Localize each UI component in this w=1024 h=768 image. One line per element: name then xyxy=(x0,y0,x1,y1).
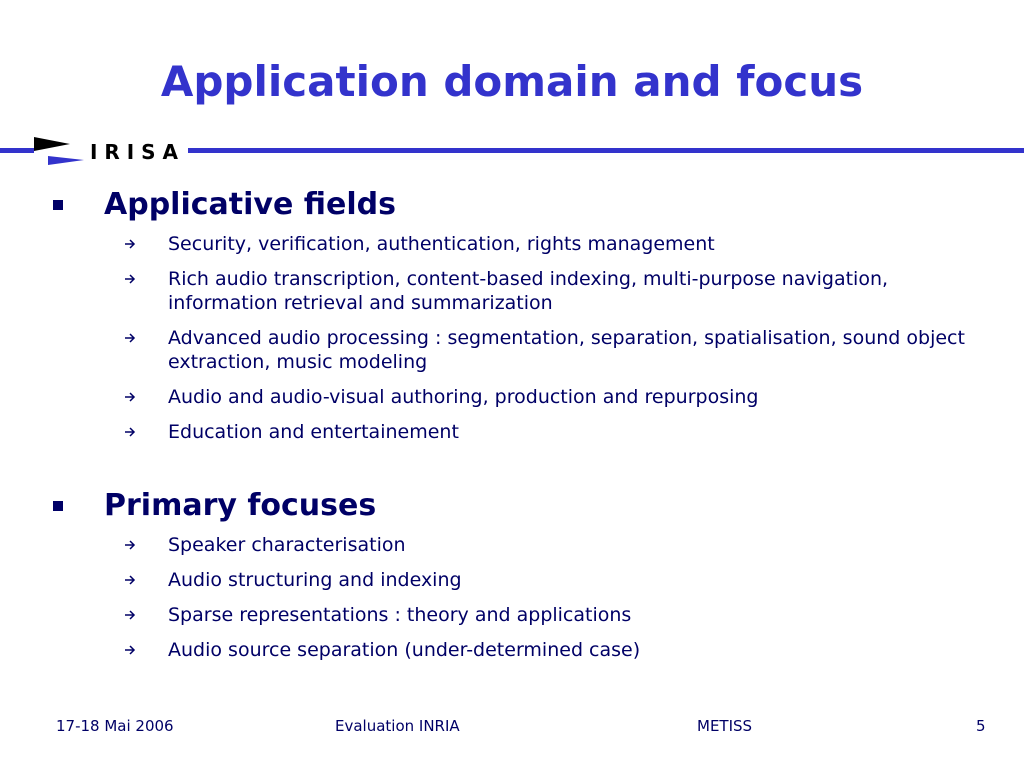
arrow-right-icon xyxy=(122,270,138,288)
section-primary-focuses xyxy=(0,487,1024,673)
item-text: Speaker characterisation xyxy=(168,534,406,556)
arrow-right-icon xyxy=(122,329,138,347)
section-heading-text: Applicative fields xyxy=(104,187,396,222)
section-heading xyxy=(0,186,1024,226)
item-text: Advanced audio processing : segmentation, separation, spatialisation, sound object extraction, music modeling xyxy=(168,327,965,373)
item-text: Rich audio transcription, content-based indexing, multi-purpose navigation, information retrieval and summarization xyxy=(168,268,889,314)
arrow-right-icon xyxy=(122,423,138,441)
list-item xyxy=(0,568,1024,592)
footer-date: 17-18 Mai 2006 xyxy=(56,717,174,735)
item-text: Security, verification, authentication, rights management xyxy=(168,233,715,255)
list-item xyxy=(0,232,1024,256)
item-text: Sparse representations : theory and applications xyxy=(168,604,632,626)
list-item xyxy=(0,638,1024,662)
square-bullet-icon xyxy=(53,501,63,511)
list-item xyxy=(0,420,1024,444)
arrow-right-icon xyxy=(122,235,138,253)
section-heading-text: Primary focuses xyxy=(104,488,377,523)
item-list xyxy=(0,533,1024,662)
arrow-right-icon xyxy=(122,571,138,589)
arrow-right-icon xyxy=(122,388,138,406)
square-bullet-icon xyxy=(53,200,63,210)
section-heading xyxy=(0,487,1024,527)
footer-page-number: 5 xyxy=(976,717,986,735)
list-item xyxy=(0,267,1024,315)
list-item xyxy=(0,533,1024,557)
item-text: Audio source separation (under-determined case) xyxy=(168,639,641,661)
logo-text: I R I S A xyxy=(90,140,179,164)
footer-team: METISS xyxy=(697,717,753,735)
item-text: Audio and audio-visual authoring, production and repurposing xyxy=(168,386,759,408)
slide-title: Application domain and focus xyxy=(160,57,864,106)
section-applicative-fields xyxy=(0,186,1024,455)
header-rule xyxy=(188,148,1024,153)
arrow-right-icon xyxy=(122,641,138,659)
item-text: Education and entertainement xyxy=(168,421,459,443)
arrow-right-icon xyxy=(122,606,138,624)
item-text: Audio structuring and indexing xyxy=(168,569,462,591)
list-item xyxy=(0,326,1024,374)
item-list xyxy=(0,232,1024,444)
list-item xyxy=(0,603,1024,627)
list-item xyxy=(0,385,1024,409)
irisa-logo xyxy=(0,132,190,170)
footer-event: Evaluation INRIA xyxy=(335,717,460,735)
arrow-right-icon xyxy=(122,536,138,554)
